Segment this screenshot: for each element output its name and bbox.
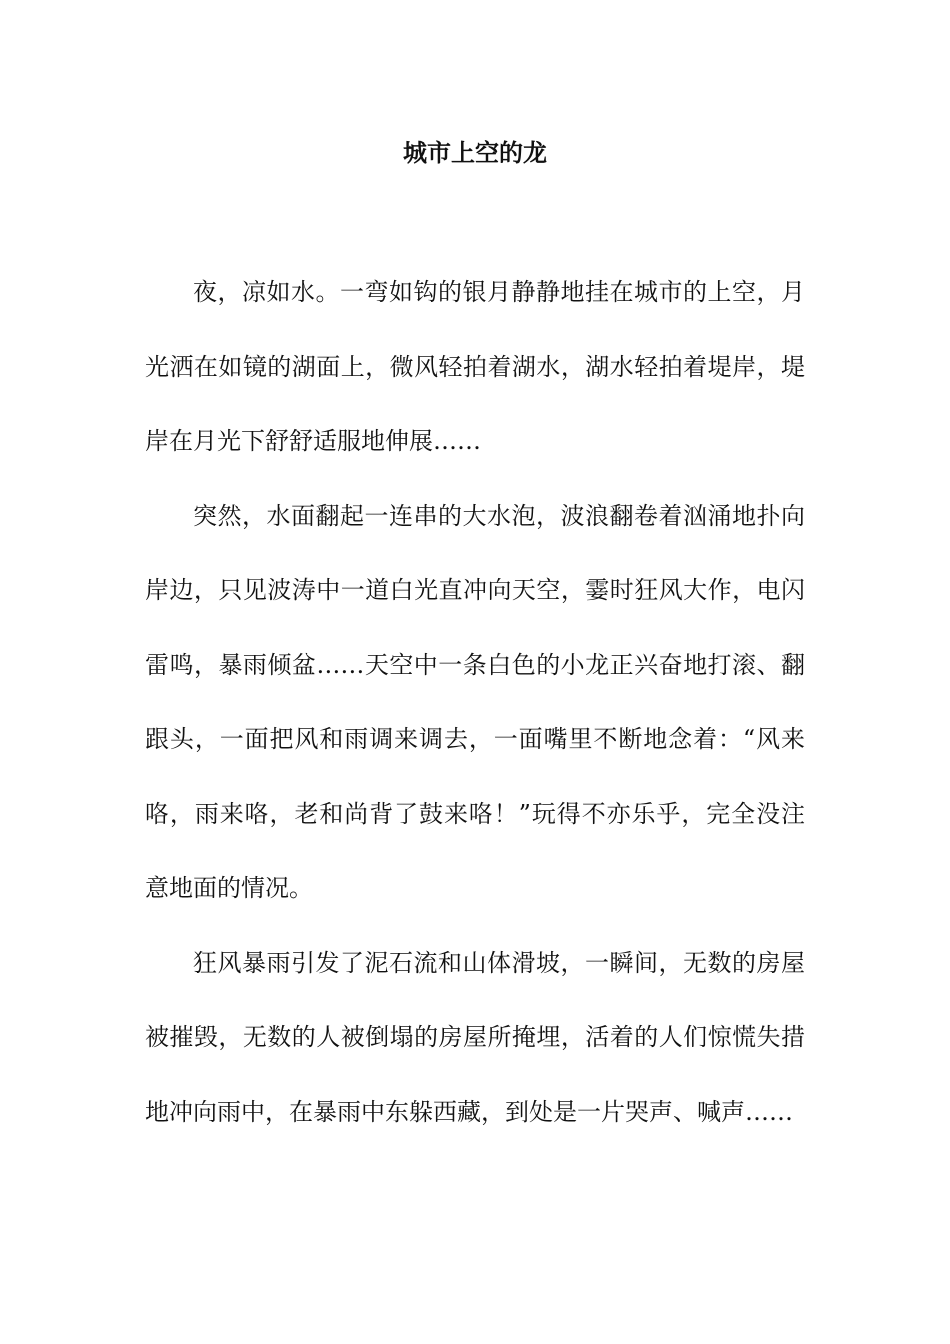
paragraph-3: 狂风暴雨引发了泥石流和山体滑坡，一瞬间，无数的房屋被摧毁，无数的人被倒塌的房屋所掩埋，活着的人们惊慌失措地冲向雨中，在暴雨中东躲西藏，到处是一片哭声、喊声…… (145, 948, 805, 1126)
document-body (145, 255, 805, 1149)
paragraph-2: 突然，水面翻起一连串的大水泡，波浪翻卷着汹涌地扑向岸边，只见波涛中一道白光直冲向天空，霎时狂风大作，电闪雷鸣，暴雨倾盆……天空中一条白色的小龙正兴奋地打滚、翻跟头，一面把风和雨调来调去，一面嘴里不断地念着：“风来咯，雨来咯，老和尚背了鼓来咯！”玩得不亦乐乎，完全没注意地面的情况。 (145, 501, 805, 902)
paragraph-1: 夜，凉如水。一弯如钩的银月静静地挂在城市的上空，月光洒在如镜的湖面上，微风轻拍着湖水，湖水轻拍着堤岸，堤岸在月光下舒舒适服地伸展…… (145, 278, 805, 455)
document-title: 城市上空的龙 (403, 138, 547, 167)
